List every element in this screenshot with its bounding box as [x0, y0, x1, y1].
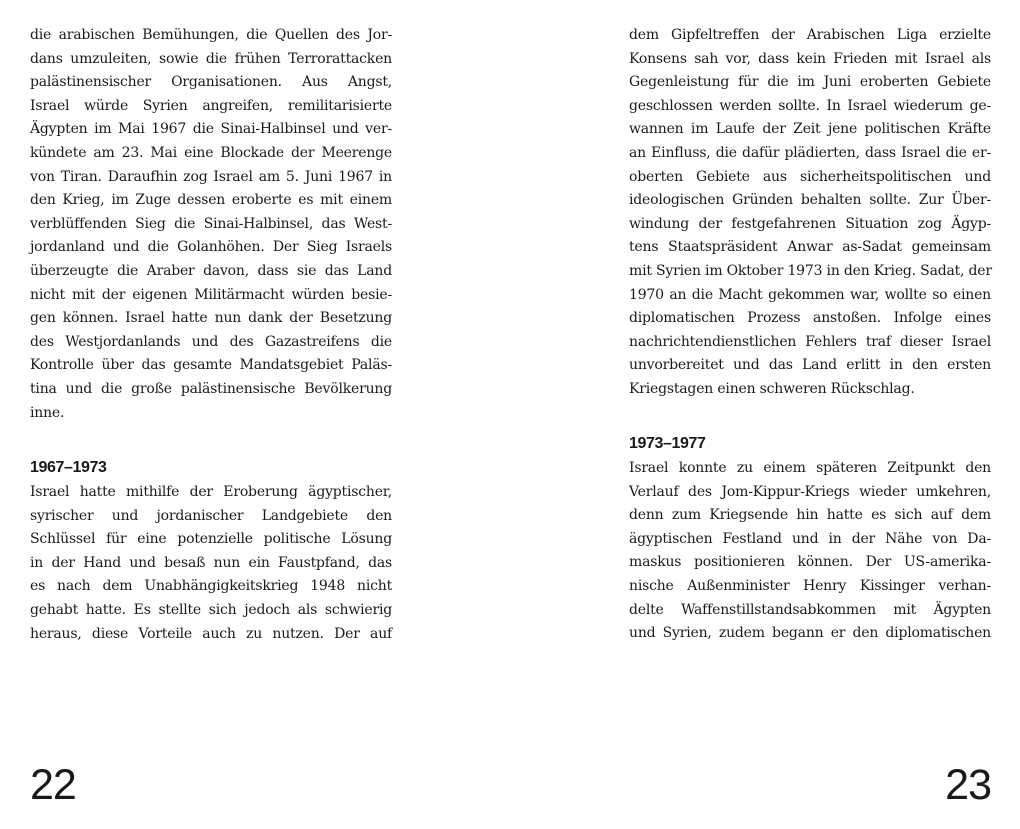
section-heading: 1973–1977 — [629, 435, 706, 452]
text-line: Ägypten im Mai 1967 die Sinai-Halbinsel und ver- — [30, 121, 392, 138]
text-line: palästinensischer Organisationen. Aus Angst, — [30, 74, 392, 91]
text-line: jordanland und die Golanhöhen. Der Sieg Israels — [30, 239, 392, 256]
left-paragraph-1 — [30, 24, 392, 425]
text-line: diplomatischen Prozess anstoßen. Infolge eines — [629, 310, 991, 327]
text-line: ägyptischen Festland und in der Nähe von Da- — [629, 530, 991, 547]
text-line: heraus, diese Vorteile auch zu nutzen. Der auf — [30, 625, 392, 642]
text-line: Israel konnte zu einem späteren Zeitpunkt den — [629, 460, 991, 476]
text-line: überzeugte die Araber davon, dass sie das Land — [30, 262, 392, 279]
text-line: Konsens sah vor, dass kein Frieden mit Israel als — [629, 50, 991, 67]
text-line: nische Außenminister Henry Kissinger verhan- — [629, 577, 991, 594]
text-line: Gegenleistung für die im Juni eroberten Gebiete — [629, 74, 991, 91]
text-line: des Westjordanlands und des Gazastreifens die — [30, 333, 392, 350]
text-line: von Tiran. Daraufhin zog Israel am 5. Juni 1967 in — [30, 168, 392, 185]
text-line: Schlüssel für eine potenzielle politische Lösung — [30, 531, 392, 548]
text-line: dem Gipfeltreffen der Arabischen Liga erzielte — [629, 27, 991, 43]
text-line: kündete am 23. Mai eine Blockade der Meerenge — [30, 144, 392, 161]
text-line: Kontrolle über das gesamte Mandatsgebiet Paläs- — [30, 357, 392, 374]
text-line: Israel hatte mithilfe der Eroberung ägyptischer, — [30, 484, 392, 500]
right-page — [629, 0, 991, 829]
text-line: delte Waffenstillstandsabkommen mit Ägypten — [629, 601, 991, 618]
text-line: verblüffenden Sieg die Sinai-Halbinsel, das West- — [30, 215, 392, 232]
text-line: und Syrien, zudem begann er den diplomatischen — [629, 625, 991, 642]
text-line: in der Hand und besaß nun ein Faustpfand, das — [30, 554, 392, 571]
text-line: geschlossen werden sollte. In Israel wiederum ge- — [629, 97, 991, 114]
text-line: wannen im Laufe der Zeit jene politischen Kräfte — [629, 121, 991, 138]
text-line: ideologischen Gründen behalten sollte. Zur Über- — [629, 192, 991, 209]
page-number: 23 — [945, 761, 991, 809]
text-line: die arabischen Bemühungen, die Quellen des Jor- — [30, 27, 392, 43]
text-line: oberten Gebiete aus sicherheitspolitischen und — [629, 168, 991, 185]
text-line: an Einfluss, die dafür plädierten, dass Israel die er- — [629, 144, 991, 161]
text-line: tina und die große palästinensische Bevölkerung — [30, 380, 392, 397]
text-line: Verlauf des Jom-Kippur-Kriegs wieder umkehren, — [629, 483, 991, 500]
text-line: Kriegstagen einen schweren Rückschlag. — [629, 380, 915, 397]
section-heading: 1967–1973 — [30, 459, 107, 476]
text-line: maskus positionieren können. Der US-amerika- — [629, 554, 991, 571]
page-number: 22 — [30, 761, 76, 809]
text-line: tens Staatspräsident Anwar as-Sadat gemeinsam — [629, 239, 991, 256]
text-line: gehabt hatte. Es stellte sich jedoch als schwierig — [30, 601, 392, 618]
text-line: Israel würde Syrien angreifen, remilitarisierte — [30, 97, 392, 114]
text-line: 1970 an die Macht gekommen war, wollte so einen — [629, 286, 991, 303]
text-line: nachrichtendienstlichen Fehlers traf dieser Israel — [629, 333, 991, 350]
left-paragraph-2 — [30, 481, 392, 646]
text-line: nicht mit der eigenen Militärmacht würden besie- — [30, 286, 392, 303]
right-paragraph-2 — [629, 457, 991, 646]
text-line: windung der festgefahrenen Situation zog Ägyp- — [629, 215, 991, 232]
text-line: unvorbereitet und das Land erlitt in den ersten — [629, 357, 991, 374]
left-page — [30, 0, 392, 829]
text-line: mit Syrien im Oktober 1973 in den Krieg. Sadat, der — [629, 262, 992, 279]
text-line: denn zum Kriegsende hin hatte es sich auf dem — [629, 507, 991, 524]
text-line: syrischer und jordanischer Landgebiete den — [30, 507, 392, 524]
text-line: den Krieg, im Zuge dessen eroberte es mit einem — [30, 192, 392, 209]
text-line: dans umzuleiten, sowie die frühen Terrorattacken — [30, 50, 392, 67]
right-paragraph-1 — [629, 24, 991, 402]
text-line: gen können. Israel hatte nun dank der Besetzung — [30, 310, 392, 327]
text-line: es nach dem Unabhängigkeitskrieg 1948 nicht — [30, 578, 392, 595]
text-line: inne. — [30, 404, 65, 421]
